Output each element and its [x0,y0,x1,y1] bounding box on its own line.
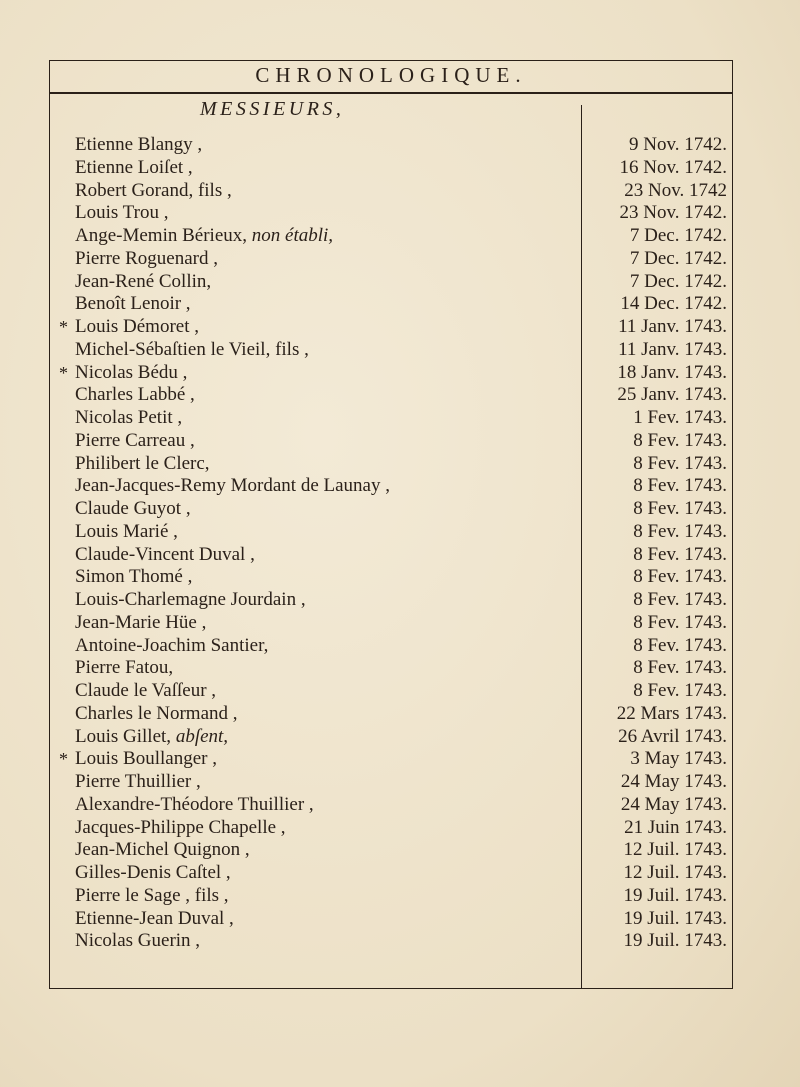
name-entry [50,726,575,749]
running-header: CHRONOLOGIQUE. [255,63,527,87]
admission-date: 9 Nov. 1742. [629,134,727,155]
admission-date: 8 Fev. 1743. [633,566,727,588]
name-entry [50,384,575,407]
member-name: Robert Gorand, fils , [75,179,232,201]
member-name: Gilles-Denis Caſtel , [75,862,231,883]
name-entry [50,316,575,339]
member-name: Charles le Normand , [75,702,238,724]
admission-date: 12 Juil. 1743. [623,862,727,883]
name-entry [50,839,575,862]
name-entry [50,771,575,794]
admission-date: 8 Fev. 1743. [633,475,727,497]
admission-date: 1 Fev. 1743. [633,407,727,428]
asterisk-mark: * [59,362,68,383]
name-entry [50,225,575,248]
admission-date: 24 May 1743. [620,793,727,815]
member-name: Nicolas Petit , [75,407,183,428]
name-entry [50,680,575,703]
name-entry [50,430,575,453]
name-entry [50,817,575,840]
member-name: Louis Boullanger , [75,748,217,770]
member-name: Nicolas Guerin , [75,930,201,952]
column-divider [581,105,582,988]
member-name: Louis Gillet, [75,725,176,747]
member-name: Pierre Thuillier , [75,771,201,792]
admission-date: 8 Fev. 1743. [633,429,727,451]
admission-date: 19 Juil. 1743. [623,907,727,929]
admission-date: 19 Juil. 1743. [623,884,727,906]
section-heading: MESSIEURS, [200,98,345,120]
admission-date: 8 Fev. 1743. [633,589,727,610]
member-name: Michel-Sébaſtien le Vieil, fils , [75,338,309,360]
name-entry [50,407,575,430]
admission-date: 18 Janv. 1743. [617,361,727,383]
member-name: Claude-Vincent Duval , [75,543,255,565]
member-name: Jean-Jacques-Remy Mordant de Launay , [75,475,390,497]
member-name: Louis Démoret , [75,316,200,337]
admission-date: 16 Nov. 1742. [619,156,727,178]
admission-date: 8 Fev. 1743. [633,634,727,656]
admission-date: 8 Fev. 1743. [633,543,727,565]
names-column [50,134,575,953]
member-name: Claude Guyot , [75,498,191,519]
member-name: Simon Thomé , [75,566,193,588]
admission-date: 7 Dec. 1742. [629,247,727,269]
member-name: Claude le Vaſſeur , [75,680,217,701]
name-entry [50,589,575,612]
member-note: non établi, [251,225,334,246]
name-entry [50,908,575,931]
name-entry [50,202,575,225]
name-entry [50,635,575,658]
member-name: Jean-René Collin, [75,270,212,292]
member-name: Philibert le Clerc, [75,452,210,474]
member-name: Jacques-Philippe Chapelle , [75,816,286,838]
name-entry [50,271,575,294]
name-entry [50,930,575,953]
asterisk-mark: * [59,317,68,337]
admission-date: 24 May 1743. [620,771,727,792]
member-name: Louis Marié , [75,520,178,542]
name-entry [50,544,575,567]
admission-date: 12 Juil. 1743. [623,839,727,861]
member-name: Pierre Fatou, [75,657,174,679]
member-name: Nicolas Bédu , [75,361,188,383]
asterisk-mark: * [59,749,68,770]
member-name: Jean-Michel Quignon , [75,839,250,861]
admission-date: 23 Nov. 1742 [624,179,727,201]
name-entry [50,157,575,180]
admission-date: 21 Juin 1743. [624,816,727,838]
member-name: Jean-Marie Hüe , [75,611,207,633]
name-entry [50,703,575,726]
member-name: Charles Labbé , [75,384,195,406]
member-name: Antoine-Joachim Santier, [75,634,269,656]
member-name: Benoît Lenoir , [75,293,191,315]
name-entry [50,475,575,498]
admission-date: 7 Dec. 1742. [629,225,727,246]
header-rule [50,92,732,94]
admission-date: 8 Fev. 1743. [633,452,727,474]
page-frame [49,60,733,989]
name-entry [50,293,575,316]
member-name: Pierre Roguenard , [75,247,218,269]
admission-date: 8 Fev. 1743. [633,520,727,542]
member-name: Pierre Carreau , [75,429,195,451]
name-entry [50,885,575,908]
dates-column [584,134,730,953]
name-entry [50,862,575,885]
admission-date: 8 Fev. 1743. [633,657,727,679]
admission-date: 26 Avril 1743. [618,725,727,747]
name-entry [50,498,575,521]
name-entry [50,657,575,680]
name-entry [50,566,575,589]
name-entry [50,362,575,385]
member-name: Louis-Charlemagne Jourdain , [75,589,306,610]
member-name: Ange-Memin Bérieux, [75,225,252,246]
member-name: Etienne Blangy , [75,134,203,155]
admission-date: 19 Juil. 1743. [623,930,727,952]
name-entry [50,453,575,476]
admission-date: 3 May 1743. [630,748,727,770]
admission-date: 8 Fev. 1743. [633,680,727,701]
admission-date: 22 Mars 1743. [616,702,727,724]
admission-date: 11 Janv. 1743. [618,316,727,337]
admission-date: 14 Dec. 1742. [620,293,727,315]
name-entry [50,248,575,271]
name-entry [50,134,575,157]
admission-date: 8 Fev. 1743. [633,498,727,519]
name-entry [50,180,575,203]
name-entry [50,612,575,635]
member-name: Etienne-Jean Duval , [75,907,234,929]
name-entry [50,521,575,544]
member-name: Pierre le Sage , fils , [75,884,229,906]
admission-date: 25 Janv. 1743. [617,384,727,406]
member-name: Etienne Loiſet , [75,156,193,178]
member-name: Louis Trou , [75,202,169,224]
name-entry [50,748,575,771]
name-entry [50,339,575,362]
admission-date: 7 Dec. 1742. [629,270,727,292]
admission-date: 8 Fev. 1743. [633,611,727,633]
admission-date: 23 Nov. 1742. [619,202,727,224]
name-entry [50,794,575,817]
member-name: Alexandre-Théodore Thuillier , [75,793,314,815]
admission-date: 11 Janv. 1743. [618,338,727,360]
member-note: abſent, [175,725,229,747]
